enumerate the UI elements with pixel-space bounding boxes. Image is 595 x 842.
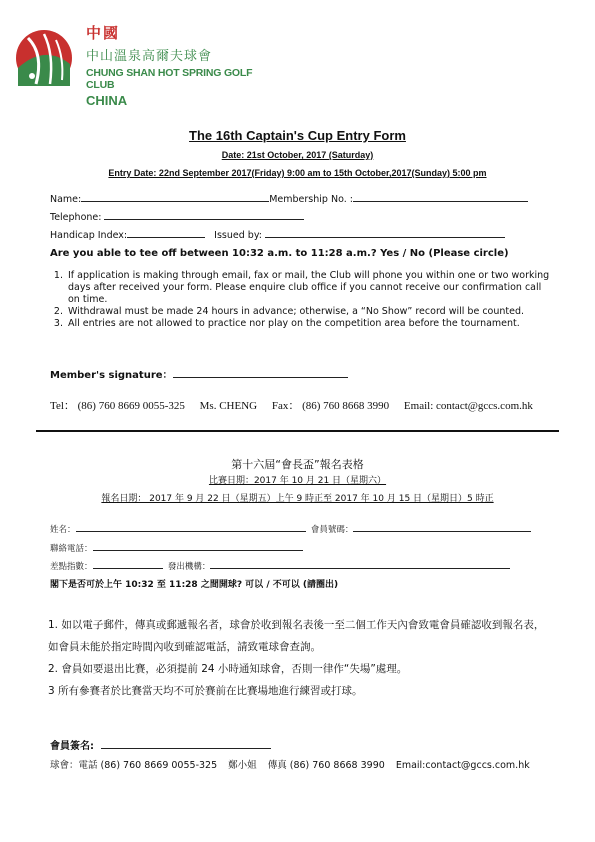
note-item-cn: 2. 會員如要退出比賽，必須提前 24 小時通知球會，否則一律作“失場”處理。 [48,663,408,675]
entry-date: Entry Date: 22nd September 2017(Friday) 9:00 am to 15th October,2017(Sunday) 5:00 pm [108,168,487,178]
notes-list-cn [48,614,548,702]
tee-off-question[interactable]: Are you able to tee off between 10:32 a.m. to 11:28 a.m.? Yes / No (Please circle) [50,248,509,259]
logo-club-name-en: CHUNG SHAN HOT SPRING GOLF CLUB [86,67,253,91]
contact-info [50,397,545,413]
contact-fax: Fax： (86) 760 8668 3990 [271,400,390,412]
contact-info-cn [50,757,538,771]
section-divider [36,430,559,432]
note-item-cn: 1. 如以電子郵件，傳真或郵遞報名者，球會於收到報名表後一至二個工作天內會致電會員確認收到報名表，如會員未能於指定時間內收到確認電話，請致電球會查詢。 [48,619,545,653]
signature-field-cn[interactable] [50,737,271,752]
telephone-field-cn[interactable] [50,541,303,554]
logo-country-en: CHINA [86,93,128,108]
name-label-cn: 姓名： [50,525,76,535]
telephone-label-cn: 聯絡電話： [50,544,93,554]
issued-by-label: Issued by: [214,230,262,241]
signature-field[interactable] [50,366,348,381]
membership-label: Membership No. : [269,194,353,205]
signature-label-cn: 會員簽名: [50,741,94,752]
event-date: Date: 21st October, 2017 (Saturday) [221,150,374,160]
contact-tel-cn: 球會：電話 (86) 760 8669 0055-325 [50,760,218,771]
contact-person-cn: 鄭小姐 [228,760,257,771]
signature-label: Member's signature： [50,370,173,381]
form-title: The 16th Captain's Cup Entry Form [189,128,406,143]
note-item-cn: 3 所有參賽者於比賽當天均不可於賽前在比賽場地進行練習或打球。 [48,685,363,697]
membership-label-cn: 會員號碼： [310,525,354,535]
telephone-label: Telephone: [50,212,102,223]
notes-list [50,270,550,330]
handicap-label: Handicap Index: [50,230,128,241]
note-item: 2. Withdrawal must be made 24 hours in advance; otherwise, a “No Show” record will be counted. [66,306,550,318]
handicap-field-cn[interactable] [50,559,510,572]
club-logo [6,20,278,108]
contact-tel: Tel： (86) 760 8669 0055-325 [50,400,185,412]
name-field-cn[interactable] [50,522,531,535]
contact-person: Ms. CHENG [199,400,258,412]
name-field[interactable] [50,192,528,205]
telephone-field[interactable] [50,210,304,223]
golf-club-emblem-icon [14,24,74,92]
handicap-label-cn: 差點指數： [50,562,93,572]
contact-email-cn: Email:contact@gccs.com.hk [395,760,530,771]
logo-club-name-cn: 中山溫泉高爾夫球會 [86,49,213,64]
name-label: Name: [50,194,82,205]
logo-country-cn: 中國 [86,24,121,42]
contact-fax-cn: 傳真 (86) 760 8668 3990 [267,760,385,771]
issued-by-label-cn: 發出機構： [167,562,211,572]
form-title-cn: 第十六屆“會長盃”報名表格 [231,458,364,471]
handicap-field[interactable] [50,228,505,241]
contact-email: Email: contact@gccs.com.hk [403,400,533,412]
note-item: 3. All entries are not allowed to practice nor play on the competition area before the tournament. [66,318,550,330]
entry-date-cn: 報名日期： 2017 年 9 月 22 日（星期五）上午 9 時正至 2017 年 10 月 15 日（星期日）5 時正 [101,494,494,504]
tee-off-question-cn[interactable]: 閣下是否可於上午 10:32 至 11:28 之間開球? 可以 / 不可以 (請圈出) [50,580,339,590]
note-item: 1. If application is making through email, fax or mail, the Club will phone you within one or two working days after received your form. Please enquire club office if you cannot receive our confirmation call on time. [66,270,550,306]
event-date-cn: 比賽日期：2017 年 10 月 21 日（星期六） [208,476,387,486]
